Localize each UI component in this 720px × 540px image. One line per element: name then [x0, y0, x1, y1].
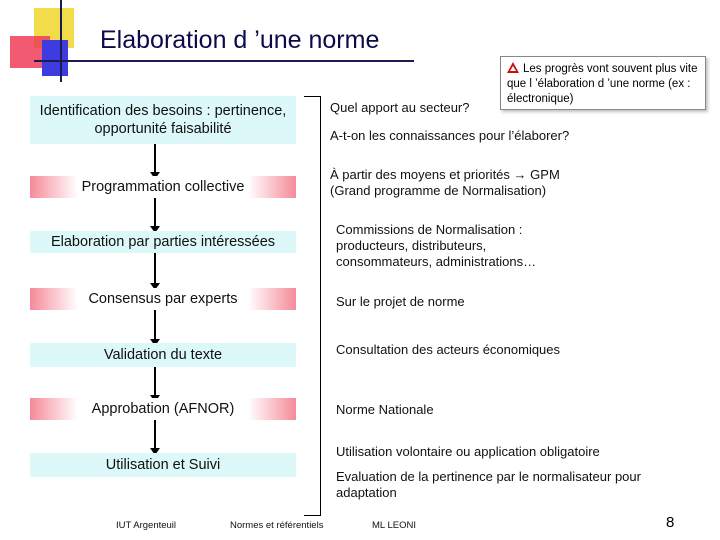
step-programmation [30, 176, 296, 198]
step-identification [30, 96, 296, 144]
flow-connector [154, 253, 156, 285]
warning-note-text: Les progrès vont souvent plus vite que l ’élaboration d ’une norme (ex : électronique) [507, 63, 698, 105]
detail-norme-nationale: Norme Nationale [336, 402, 434, 417]
step-consensus [30, 288, 296, 310]
detail-programmation [330, 167, 590, 199]
detail-question-apport: Quel apport au secteur? [330, 100, 470, 115]
right-arrow-icon: → [513, 167, 527, 182]
bracket-vertical [320, 96, 321, 516]
footer-author: ML LEONI [372, 520, 416, 531]
flow-connector [154, 420, 156, 450]
flow-connector [154, 198, 156, 228]
title-underline [34, 60, 414, 62]
warning-triangle-icon [507, 62, 519, 73]
footer-course: Normes et référentiels [230, 520, 324, 531]
step-elaboration [30, 231, 296, 253]
detail-programmation-text: À partir des moyens et priorités [330, 167, 510, 182]
step-approbation [30, 398, 296, 420]
step-label: Elaboration par parties intéressées [50, 234, 276, 250]
detail-gpm-full: (Grand programme de Normalisation) [330, 183, 547, 198]
step-label: Approbation (AFNOR) [91, 401, 235, 417]
detail-question-connaissances: A-t-on les connaissances pour l’élaborer? [330, 128, 570, 143]
detail-consultation: Consultation des acteurs économiques [336, 342, 561, 357]
step-label: Validation du texte [103, 347, 223, 363]
logo-vertical-line [60, 0, 62, 82]
footer-institution: IUT Argenteuil [116, 520, 177, 531]
detail-utilisation: Utilisation volontaire ou application obligatoire [336, 444, 600, 459]
slide-title: Elaboration d ’une norme [100, 26, 380, 54]
detail-evaluation: Evaluation de la pertinence par le normalisateur pour adaptation [336, 469, 641, 500]
detail-gpm: GPM [530, 167, 560, 182]
flow-connector [154, 367, 156, 397]
flow-connector [154, 310, 156, 341]
step-validation [30, 343, 296, 367]
step-label: Programmation collective [81, 179, 245, 195]
bracket-top [304, 96, 320, 97]
detail-commissions: Commissions de Normalisation : producteurs, distributeurs, consommateurs, administrations… [336, 222, 537, 269]
detail-projet: Sur le projet de norme [336, 294, 465, 309]
step-utilisation [30, 453, 296, 477]
flow-connector [154, 144, 156, 174]
step-label: Utilisation et Suivi [105, 457, 221, 473]
warning-note [500, 56, 706, 110]
logo-blue-square [42, 40, 68, 76]
step-label: Consensus par experts [88, 291, 238, 307]
page-number: 8 [666, 514, 675, 531]
bracket-bottom [304, 515, 320, 516]
step-label: Identification des besoins : pertinence, opportunité faisabilité [39, 103, 287, 137]
